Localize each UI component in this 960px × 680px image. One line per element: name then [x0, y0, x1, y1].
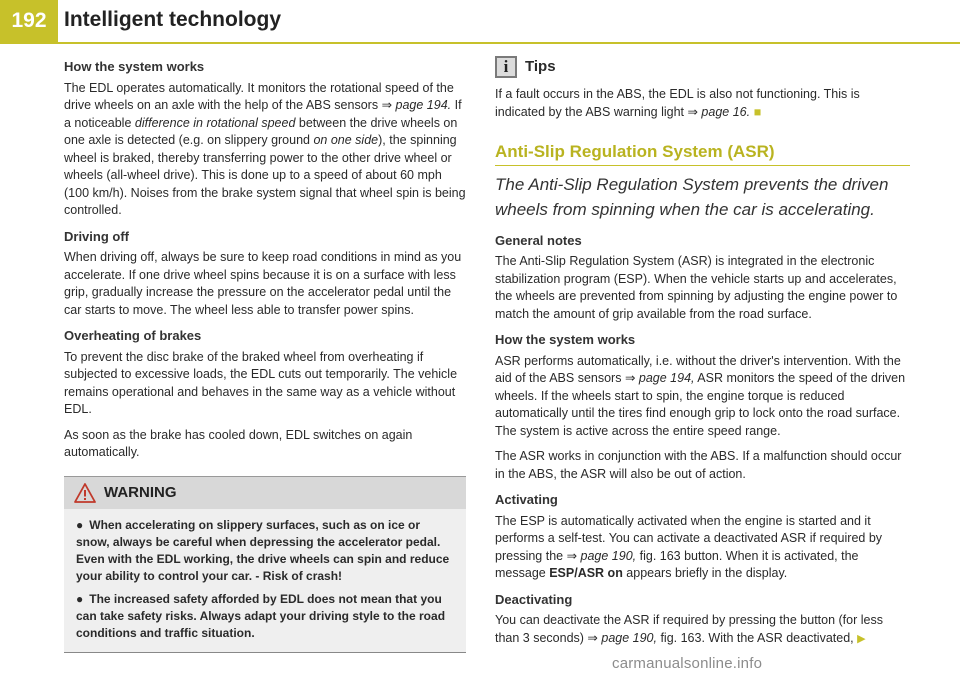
heading-how-system-works-asr: How the system works: [495, 332, 636, 347]
warning-header: [64, 477, 466, 509]
bullet-icon: ●: [76, 517, 84, 532]
right-column: [495, 52, 910, 656]
warning-body: [64, 509, 466, 652]
tips-title: Tips: [525, 58, 556, 76]
heading-how-system-works: How the system works: [64, 59, 205, 74]
warning-bullet: ● When accelerating on slippery surfaces, such as on ice or snow, always be careful when depressing the accelerator pedal. Even with the EDL working, the drive wheels can spin and reduce your ability to control your car. - Risk of crash!: [76, 517, 450, 583]
page-reference-link[interactable]: ⇒ page 16.: [687, 104, 751, 119]
warning-triangle-icon: [74, 483, 96, 503]
page-reference-link[interactable]: ⇒ page 194.: [381, 98, 452, 112]
page-reference-link[interactable]: ⇒ page 194,: [624, 371, 695, 385]
page-number-badge: [0, 0, 58, 42]
info-icon: i: [495, 56, 517, 78]
warning-bullet: ● The increased safety afforded by EDL does not mean that you can take safety risks. Always adapt your driving style to the road conditions and traffic situation.: [76, 591, 446, 640]
page-reference-link[interactable]: ⇒ page 190,: [587, 630, 657, 645]
section-title-asr: Anti-Slip Regulation System (ASR): [495, 143, 910, 166]
heading-activating: Activating: [495, 492, 558, 507]
paragraph-asr-how-2: The ASR works in conjunction with the ABS. If a malfunction should occur in the ABS, the ASR will also be out of action.: [495, 449, 902, 481]
heading-overheating-brakes: Overheating of brakes: [64, 328, 202, 343]
paragraph-asr-how-1: ASR performs automatically, i.e. without the driver's intervention. With the aid of the ABS sensors ⇒ page 194, ASR monitors the speed of the driven wheels. If the wheels start to spin, the engine torque is reduced automatically until the tires find enough grip to lock onto the road surface. The system is active across the entire speed range.: [495, 353, 906, 438]
page-reference-link[interactable]: ⇒ page 190,: [566, 548, 637, 563]
paragraph-deactivating: You can deactivate the ASR if required by pressing the button (for less than 3 seconds) ⇒ page 190, fig. 163. With the ASR deactivated, ▶: [495, 613, 883, 645]
paragraph-overheating-2: As soon as the brake has cooled down, EDL switches on again automatically.: [64, 427, 413, 459]
left-column: [64, 52, 466, 653]
warning-box: [64, 476, 466, 653]
header-divider: [0, 42, 960, 44]
continue-arrow-icon: ▶: [857, 632, 866, 645]
heading-driving-off: Driving off: [64, 228, 129, 244]
section-end-icon: ■: [753, 104, 762, 119]
section-intro: The Anti-Slip Regulation System prevents the driven wheels from spinning when the car is accelerating.: [495, 174, 889, 219]
paragraph-driving-off: When driving off, always be sure to keep road conditions in mind as you accelerate. If one drive wheel spins because it is on a surface with less grip, gradually increase the pressure on the accelerator pedal until the car starts to move. The wheel less able to transfer power spins.: [64, 250, 462, 317]
paragraph-overheating-1: To prevent the disc brake of the braked wheel from overheating if subjected to excessive loads, the EDL cuts out temporarily. The vehicle remains operational and behaves in the same way as a vehicle without EDL.: [64, 349, 458, 416]
page-number: 192: [11, 9, 47, 32]
warning-title: WARNING: [104, 483, 177, 501]
tips-text: If a fault occurs in the ABS, the EDL is also not functioning. This is indicated by the ABS warning light ⇒ page 16. ■: [495, 87, 860, 119]
footer-watermark: carmanualsonline.info: [612, 655, 763, 672]
paragraph-activating: The ESP is automatically activated when the engine is started and it performs a self-test. You can activate a deactivated ASR if required by pressing the ⇒ page 190, fig. 163 button. When it is activated, the message ESP/ASR on appears briefly in the display.: [495, 513, 883, 580]
page-title: Intelligent technology: [64, 8, 282, 31]
heading-general-notes: General notes: [495, 232, 582, 248]
paragraph-how-system-works: The EDL operates automatically. It monitors the rotational speed of the drive wheels on an axle with the help of the ABS sensors ⇒ page 194. If a noticeable difference in rotational speed between the drive wheels on one axle is detected (e.g. on slippery ground on one side), the spinning wheel is braked, thereby transferring power to the other drive wheel or wheels (all-wheel drive). This is done up to a speed of about 60 mph (100 km/h). Noises from the brake system signal that wheel spin is being controlled.: [64, 80, 466, 217]
heading-deactivating: Deactivating: [495, 591, 573, 607]
tips-header: [495, 56, 910, 78]
bullet-icon: ●: [76, 591, 84, 606]
paragraph-general-notes: The Anti-Slip Regulation System (ASR) is integrated in the electronic stabilization program (ESP). When the vehicle starts up and accelerates, the wheels are prevented from spinning by adjusting the engine power to match the amount of grip available from the road surface.: [495, 254, 898, 321]
